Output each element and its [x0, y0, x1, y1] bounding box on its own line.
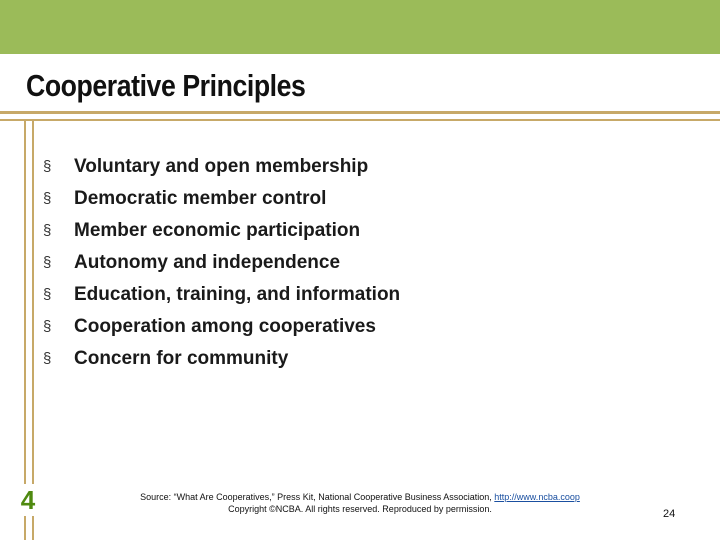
source-link[interactable]: http://www.ncba.coop	[494, 492, 580, 502]
list-item-text: Member economic participation	[74, 220, 361, 241]
title-underline-rule	[0, 111, 720, 114]
bullet-icon: §	[43, 222, 52, 239]
list-item-text: Democratic member control	[74, 188, 327, 209]
source-text: Source: “What Are Cooperatives,” Press Kit, National Cooperative Business Association,	[140, 492, 495, 502]
list-item	[43, 311, 400, 343]
list-item-text: Voluntary and open membership	[74, 156, 369, 177]
left-margin-rule	[24, 121, 26, 540]
bullet-icon: §	[43, 350, 52, 367]
bullet-icon: §	[43, 158, 52, 175]
slide-title: Cooperative Principles	[26, 68, 306, 103]
list-item	[43, 343, 400, 375]
header-bar	[0, 0, 720, 54]
list-item	[43, 183, 400, 215]
bullet-icon: §	[43, 190, 52, 207]
list-item-text: Education, training, and information	[74, 284, 401, 305]
source-line-2: Copyright ©NCBA. All rights reserved. Reproduced by permission.	[228, 504, 492, 514]
list-item	[43, 151, 400, 183]
bullet-icon: §	[43, 286, 52, 303]
section-number: 4	[20, 485, 36, 515]
bullet-icon: §	[43, 254, 52, 271]
list-item-text: Concern for community	[74, 348, 289, 369]
list-item-text: Autonomy and independence	[74, 252, 341, 273]
source-line-1	[60, 491, 660, 503]
source-citation	[60, 491, 660, 515]
section-number-badge	[14, 484, 42, 516]
page-number: 24	[663, 508, 676, 520]
title-underline-rule-secondary	[0, 119, 720, 121]
list-item	[43, 279, 401, 311]
bullet-icon: §	[43, 318, 52, 335]
left-margin-rule-inner	[32, 121, 34, 540]
list-item	[43, 215, 400, 247]
list-item-text: Cooperation among cooperatives	[74, 316, 376, 337]
principles-list	[43, 151, 401, 375]
list-item	[43, 247, 400, 279]
